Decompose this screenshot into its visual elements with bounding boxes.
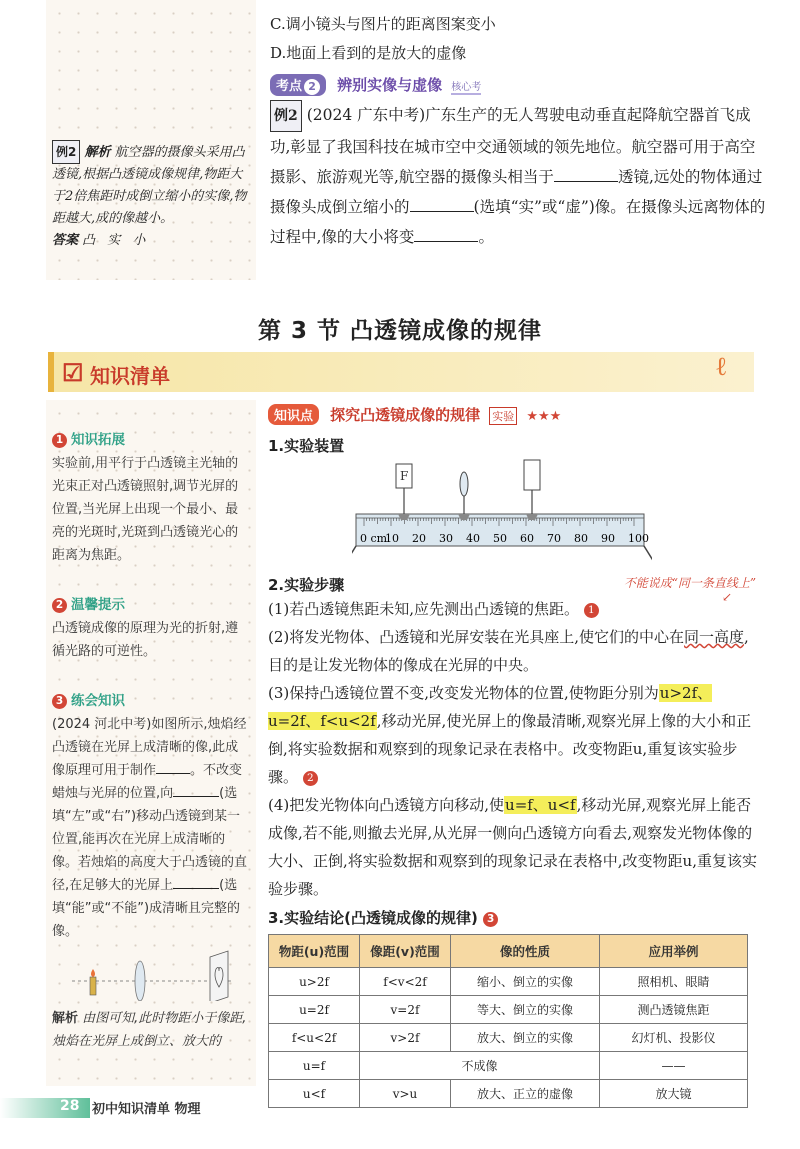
- ruler-label: 60: [520, 532, 534, 545]
- practice-head: 3 练会知识: [52, 689, 250, 709]
- steps-section: [268, 574, 758, 604]
- ruler-label: 20: [412, 532, 426, 545]
- ext-text: 实验前,用平行于凸透镜主光轴的光束正对凸透镜照射,调节光屏的位置,当光屏上出现一个最小、最亮的光斑时,光斑到凸透镜光心的距离为焦距。: [52, 456, 239, 563]
- candle-lens-screen-figure: [52, 947, 250, 1001]
- side-answer-label: 答案: [52, 233, 79, 248]
- ruler-label: 70: [547, 532, 561, 545]
- table-row: [269, 1080, 748, 1108]
- table-cell: 不成像: [360, 1052, 600, 1080]
- practice-blank-2[interactable]: [173, 796, 219, 797]
- practice-blank-1[interactable]: [156, 773, 190, 774]
- table-cell: 照相机、眼睛: [600, 968, 748, 996]
- heading-apparatus: 1.实验装置: [268, 437, 345, 455]
- lens-icon: [135, 961, 145, 1001]
- example-text-2: 透镜,远处的物体通过摄像头成倒立缩小的: [270, 168, 763, 216]
- arrow-icon: ↙: [721, 590, 732, 604]
- knowledge-point-heading: [268, 404, 758, 425]
- option-d: D.地面上看到的是放大的虚像: [270, 44, 467, 62]
- table-cell: 放大、正立的虚像: [451, 1080, 600, 1108]
- table-cell: 缩小、倒立的实像: [451, 968, 600, 996]
- table-cell: f<u<2f: [269, 1024, 360, 1052]
- knowledge-sidebar: [46, 400, 256, 1086]
- stars-rating: ★★★: [526, 409, 562, 424]
- section-title: 第 3 节 凸透镜成像的规律: [257, 318, 543, 344]
- table-row: [269, 968, 748, 996]
- ruler-label: 80: [574, 532, 588, 545]
- ext-head: 1 知识拓展: [52, 428, 250, 448]
- blank-1[interactable]: [554, 181, 618, 182]
- blank-3[interactable]: [414, 241, 478, 242]
- table-row: [269, 1024, 748, 1052]
- example-text-4: 。: [478, 228, 494, 246]
- kaodian-tag: 核心考: [451, 78, 481, 95]
- ruler-label: 30: [439, 532, 453, 545]
- side-example-label: 例2: [52, 140, 80, 164]
- experiment-tag: 实验: [489, 407, 517, 425]
- practice-text: (2024 河北中考)如图所示,烛焰经凸透镜在光屏上成清晰的像,此成像原理可用于制作 。不改变蜡烛与光屏的位置,向 (选填“左”或“右”)移动凸透镜到某一位置,能再次在光屏上成清晰的像。若烛焰的高度大于凸透镜的直径,在足够大的光屏上 (选填“能”或“不能”)成清晰且完整的像。: [52, 717, 248, 939]
- banner-title: 知识清单: [90, 364, 170, 388]
- table-cell: u>2f: [269, 968, 360, 996]
- tip-head: 2 温馨提示: [52, 593, 250, 613]
- footer-text: 初中知识清单 物理: [92, 1102, 201, 1117]
- knowledge-point: [268, 404, 758, 1108]
- table-header: 像距(v)范围: [360, 935, 451, 968]
- optical-bench-figure: [352, 458, 652, 566]
- kaodian-heading: [270, 74, 770, 96]
- top-main: [270, 15, 770, 252]
- knowledge-point-badge: 知识点: [268, 404, 319, 425]
- tip-text: 凸透镜成像的原理为光的折射,遵循光路的可逆性。: [52, 621, 239, 659]
- kaodian-badge: 考点 2: [270, 74, 326, 96]
- heading-steps: 2.实验步骤: [268, 576, 345, 594]
- blank-2[interactable]: [410, 211, 474, 212]
- table-cell: 放大镜: [600, 1080, 748, 1108]
- screen-icon: [210, 951, 228, 1001]
- table-header-row: [269, 935, 748, 968]
- ruler-label: 40: [466, 532, 480, 545]
- table-header: 物距(u)范围: [269, 935, 360, 968]
- heading-conclusion: 3.实验结论(凸透镜成像的规律) 3: [268, 907, 758, 928]
- practice-analysis: 解析 由图可知,此时物距小于像距,烛焰在光屏上成倒立、放大的: [52, 1011, 247, 1049]
- example2-question: [270, 100, 770, 252]
- side-answer-text: 凸 实 小: [82, 233, 150, 248]
- flame-icon: [91, 969, 95, 977]
- table-cell: v>u: [360, 1080, 451, 1108]
- screen-icon: [524, 460, 540, 490]
- table-row: [269, 996, 748, 1024]
- ruler-label: 0 cm: [360, 532, 388, 545]
- imaging-rules-table: [268, 934, 748, 1108]
- example-label: 例2: [270, 100, 302, 132]
- number-3-icon: 3: [52, 694, 67, 709]
- step-4: (4)把发光物体向凸透镜方向移动,使u=f、u<f,移动光屏,观察光屏上能否成像,若不能,则撤去光屏,从光屏一侧向凸透镜方向看去,观察发光物体像的大小、正倒,将实验数据和观察到的现象记录在表格中,改变物距u,重复该实验步骤。: [268, 796, 757, 898]
- top-sidebar: [46, 0, 256, 280]
- ruler-label: 10: [385, 532, 399, 545]
- table-header: 像的性质: [451, 935, 600, 968]
- table-cell: u=2f: [269, 996, 360, 1024]
- ruler-label: 100: [628, 532, 649, 545]
- example2-analysis: [46, 0, 256, 252]
- ruler-label: 90: [601, 532, 615, 545]
- step-2: (2)将发光物体、凸透镜和光屏安装在光具座上,使它们的中心在同一高度,目的是让发光物体的像成在光屏的中央。: [268, 628, 749, 674]
- number-2-icon: 2: [52, 598, 67, 613]
- table-cell: 幻灯机、投影仪: [600, 1024, 748, 1052]
- candle-icon: [90, 977, 96, 995]
- table-cell: 放大、倒立的实像: [451, 1024, 600, 1052]
- ruler-label: 50: [493, 532, 507, 545]
- table-cell: v=2f: [360, 996, 451, 1024]
- svg-text:F: F: [400, 469, 409, 483]
- table-row: [269, 1052, 748, 1080]
- option-c: C.调小镜头与图片的距离图案变小: [270, 15, 496, 33]
- table-cell: f<v<2f: [360, 968, 451, 996]
- swirl-icon: ℓ: [715, 352, 728, 382]
- example-text-3: (选填“实”或“虚”)像。在摄像头远离物体的过程中,像的大小将变: [270, 198, 766, 246]
- side-analysis-label: 解析: [84, 145, 111, 160]
- table-cell: v>2f: [360, 1024, 451, 1052]
- example-text-1: (2024 广东中考)广东生产的无人驾驶电动垂直起降航空器首飞成功,彰显了我国科技在城市空中交通领域的领先地位。航空器可用于高空摄影、旅游观光等,航空器的摄像头相当于: [270, 106, 756, 186]
- table-header: 应用举例: [600, 935, 748, 968]
- number-1-icon: 1: [52, 433, 67, 448]
- side-analysis-text: 航空器的摄像头采用凸透镜,根据凸透镜成像规律,物距大于2倍焦距时成倒立缩小的实像,物距越大,成的像越小。: [52, 145, 247, 226]
- convex-lens-icon: [460, 472, 468, 496]
- page-number: 28: [60, 1098, 80, 1114]
- table-cell: u<f: [269, 1080, 360, 1108]
- table-cell: 等大、倒立的实像: [451, 996, 600, 1024]
- table-cell: u=f: [269, 1052, 360, 1080]
- step-3: (3)保持凸透镜位置不变,改变发光物体的位置,使物距分别为u>2f、u=2f、f<u<2f,移动光屏,使光屏上的像最清晰,观察光屏上像的大小和正倒,将实验数据和观察到的现象记录在表格中。改变物距u,重复该实验步骤。 2: [268, 684, 752, 786]
- table-cell: ——: [600, 1052, 748, 1080]
- knowledge-point-title: 探究凸透镜成像的规律: [330, 406, 481, 424]
- annotation-note: 不能说成“同一条直线上”: [623, 576, 756, 590]
- kaodian-title: 辨别实像与虚像: [337, 76, 443, 94]
- practice-blank-3[interactable]: [173, 888, 219, 889]
- step-1: (1)若凸透镜焦距未知,应先测出凸透镜的焦距。 1: [268, 595, 758, 623]
- checkbox-icon: ☑: [62, 358, 84, 387]
- table-cell: 测凸透镜焦距: [600, 996, 748, 1024]
